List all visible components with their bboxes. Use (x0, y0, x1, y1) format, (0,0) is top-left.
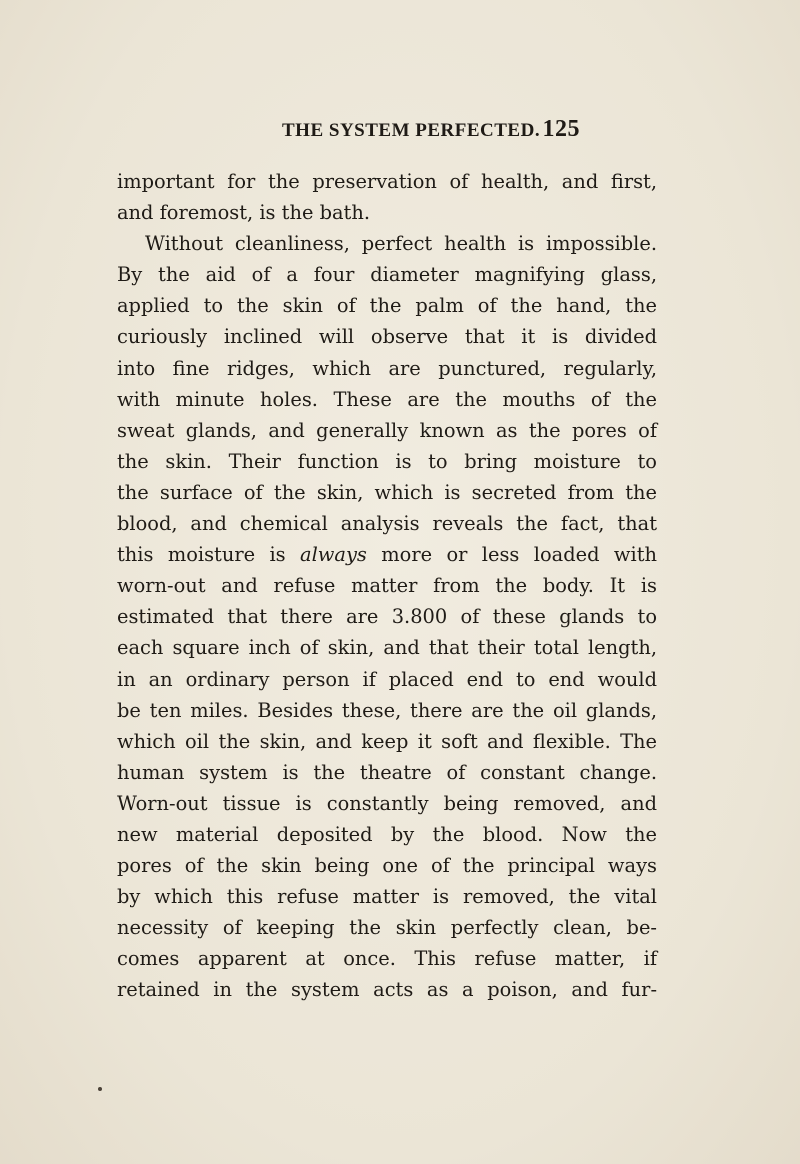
text-line: applied to the skin of the palm of the hand, the (117, 294, 657, 318)
page-speck (98, 1087, 102, 1091)
text-line: each square inch of skin, and that their total length, (117, 636, 657, 660)
text-line: in an ordinary person if placed end to end would (117, 667, 657, 691)
text-line: by which this refuse matter is removed, the vital (117, 885, 657, 909)
body-text (117, 166, 657, 1006)
page-number: 125 (542, 116, 580, 142)
emphasis-always: always (300, 543, 367, 567)
text-line: with minute holes. These are the mouths of the (117, 387, 657, 411)
text-line: worn-out and refuse matter from the body. It is (117, 574, 657, 598)
text-line: which oil the skin, and keep it soft and flexible. The (117, 729, 657, 753)
running-head: THE SYSTEM PERFECTED. (282, 120, 541, 141)
text-line: necessity of keeping the skin perfectly clean, be- (117, 916, 657, 940)
text-line: pores of the skin being one of the principal ways (117, 854, 657, 878)
text-line: estimated that there are 3.800 of these glands to (117, 605, 657, 629)
text-line: the skin. Their function is to bring moisture to (117, 449, 657, 473)
text-line: human system is the theatre of constant change. (117, 760, 657, 784)
text-line (117, 539, 657, 570)
text-line: sweat glands, and generally known as the pores of (117, 418, 657, 442)
text-line: be ten miles. Besides these, there are the oil glands, (117, 698, 657, 722)
text-line: Worn-out tissue is constantly being removed, and (117, 791, 657, 815)
text-line: important for the preservation of health, and first, (117, 170, 657, 193)
text-line: the surface of the skin, which is secreted from the (117, 480, 657, 504)
text-line: blood, and chemical analysis reveals the fact, that (117, 512, 657, 536)
text-line: By the aid of a four diameter magnifying glass, (117, 263, 657, 287)
text-line: and foremost, is the bath. (117, 201, 371, 225)
text-line: curiously inclined will observe that it is divided (117, 325, 657, 349)
text-line: Without cleanliness, perfect health is impossible. (145, 232, 657, 256)
text-line: retained in the system acts as a poison, and fur- (117, 978, 657, 1002)
text-segment: more or less loaded with (366, 543, 657, 567)
page-header (218, 116, 580, 146)
text-line: comes apparent at once. This refuse matter, if (117, 947, 657, 971)
text-line: into fine ridges, which are punctured, regularly, (117, 356, 657, 380)
text-segment: this moisture is (117, 543, 301, 567)
text-line: new material deposited by the blood. Now the (117, 822, 657, 846)
